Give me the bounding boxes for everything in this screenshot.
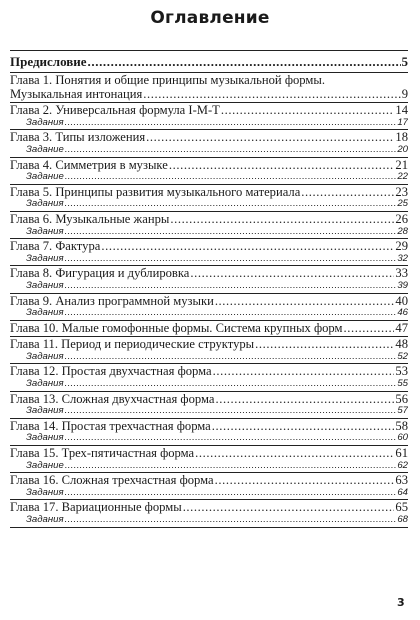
toc-entry-chapter-2[interactable] bbox=[10, 104, 408, 118]
toc-entry-chapter-1[interactable] bbox=[10, 88, 408, 102]
dot-leader bbox=[212, 420, 395, 434]
dot-leader bbox=[65, 515, 397, 526]
toc-subentry-page: 62 bbox=[397, 460, 408, 471]
toc-entry-label: Глава 11. Период и периодические структуры bbox=[10, 338, 255, 352]
toc-entry-page: 65 bbox=[395, 501, 408, 515]
toc-subentry-label: Задание bbox=[26, 172, 64, 183]
dot-leader bbox=[65, 379, 397, 390]
toc-entry-label: Глава 9. Анализ программной музыки bbox=[10, 294, 214, 308]
dot-leader bbox=[215, 295, 395, 309]
toc-subentry-tasks[interactable] bbox=[10, 379, 408, 390]
toc-entry-chapter-4[interactable] bbox=[10, 159, 408, 173]
toc-subentry-tasks[interactable] bbox=[10, 118, 408, 129]
toc-subentry-page: 57 bbox=[397, 406, 408, 417]
toc-entry-page: 9 bbox=[401, 87, 408, 101]
toc-entry-page: 33 bbox=[395, 267, 408, 281]
dot-leader bbox=[190, 267, 394, 281]
dot-leader bbox=[301, 186, 394, 200]
toc-subentry-label: Задания bbox=[26, 308, 64, 319]
dot-leader bbox=[65, 406, 397, 417]
dot-leader bbox=[215, 474, 395, 488]
toc-group-chapter-11 bbox=[10, 337, 408, 364]
toc-subentry-label: Задания bbox=[26, 379, 64, 390]
toc-subentry-tasks[interactable] bbox=[10, 281, 408, 292]
dot-leader bbox=[65, 254, 397, 265]
toc-entry-chapter-7[interactable] bbox=[10, 240, 408, 254]
toc-subentry-page: 68 bbox=[397, 515, 408, 525]
toc-subentry-page: 55 bbox=[397, 379, 408, 390]
toc-entry-label: Глава 14. Простая трехчастная форма bbox=[10, 419, 211, 433]
toc-group-chapter-7 bbox=[10, 239, 408, 266]
toc-subentry-tasks[interactable] bbox=[10, 352, 408, 363]
toc-subentry-label: Задание bbox=[26, 144, 64, 155]
toc-subentry-label: Задания bbox=[26, 226, 64, 237]
toc-entry-label: Глава 16. Сложная трехчастная форма bbox=[10, 474, 214, 488]
toc-entry-page: 56 bbox=[395, 392, 408, 406]
toc-subentry-label: Задания bbox=[26, 280, 64, 291]
toc-entry-page: 5 bbox=[401, 54, 408, 69]
toc-entry-label: Глава 6. Музыкальные жанры bbox=[10, 212, 170, 226]
toc-group-chapter-10 bbox=[10, 321, 408, 338]
toc-entry-chapter-11[interactable] bbox=[10, 338, 408, 352]
toc-subentry-tasks[interactable] bbox=[10, 199, 408, 210]
toc-subentry-label: Задания bbox=[26, 253, 64, 264]
toc-entry-chapter-9[interactable] bbox=[10, 295, 408, 309]
table-of-contents bbox=[10, 50, 408, 528]
toc-entry-chapter-14[interactable] bbox=[10, 420, 408, 434]
toc-group-chapter-15 bbox=[10, 446, 408, 473]
toc-subentry-label: Задания bbox=[26, 199, 64, 210]
toc-entry-chapter-17[interactable] bbox=[10, 501, 408, 515]
dot-leader bbox=[65, 488, 397, 499]
toc-entry-preface[interactable] bbox=[10, 54, 408, 70]
dot-leader bbox=[101, 240, 394, 254]
dot-leader bbox=[65, 145, 397, 156]
toc-entry-page: 14 bbox=[395, 104, 408, 118]
toc-subentry-tasks[interactable] bbox=[10, 308, 408, 319]
toc-entry-label: Музыкальная интонация bbox=[10, 87, 143, 101]
toc-subentry-tasks[interactable] bbox=[10, 488, 408, 499]
toc-subentry-label: Задания bbox=[26, 515, 64, 525]
toc-group-preface bbox=[10, 51, 408, 73]
toc-entry-label: Глава 13. Сложная двухчастная форма bbox=[10, 392, 215, 406]
toc-subentry-label: Задания bbox=[26, 487, 64, 498]
toc-entry-page: 58 bbox=[395, 419, 408, 433]
toc-entry-chapter-12[interactable] bbox=[10, 365, 408, 379]
toc-subentry-page: 52 bbox=[397, 351, 408, 362]
toc-subentry-tasks[interactable] bbox=[10, 254, 408, 265]
toc-group-chapter-6 bbox=[10, 212, 408, 239]
dot-leader bbox=[65, 118, 397, 129]
toc-entry-label: Глава 4. Симметрия в музыке bbox=[10, 158, 168, 172]
dot-leader bbox=[344, 322, 395, 336]
dot-leader bbox=[169, 159, 395, 173]
toc-entry-label: Предисловие bbox=[10, 54, 87, 69]
toc-subentry-page: 46 bbox=[397, 308, 408, 319]
toc-subentry-label: Задание bbox=[26, 460, 64, 471]
toc-subentry-tasks[interactable] bbox=[10, 433, 408, 444]
dot-leader bbox=[65, 172, 397, 183]
toc-subentry-page: 32 bbox=[397, 253, 408, 264]
toc-subentry-page: 17 bbox=[397, 117, 408, 128]
toc-subentry-tasks[interactable] bbox=[10, 227, 408, 238]
toc-group-chapter-9 bbox=[10, 294, 408, 321]
toc-entry-chapter-5[interactable] bbox=[10, 186, 408, 200]
toc-entry-page: 21 bbox=[395, 158, 408, 172]
toc-subentry-page: 22 bbox=[397, 172, 408, 183]
toc-entry-page: 47 bbox=[395, 321, 408, 335]
toc-entry-chapter-3[interactable] bbox=[10, 131, 408, 145]
toc-subentry-page: 60 bbox=[397, 433, 408, 444]
toc-subentry-page: 20 bbox=[397, 144, 408, 155]
toc-subentry-page: 28 bbox=[397, 226, 408, 237]
toc-subentry-tasks[interactable] bbox=[10, 461, 408, 472]
dot-leader bbox=[65, 281, 397, 292]
toc-group-chapter-13 bbox=[10, 392, 408, 419]
dot-leader bbox=[88, 54, 401, 70]
dot-leader bbox=[213, 365, 395, 379]
toc-group-chapter-5 bbox=[10, 185, 408, 212]
dot-leader bbox=[255, 338, 394, 352]
toc-subentry-page: 25 bbox=[397, 199, 408, 210]
toc-entry-page: 18 bbox=[395, 131, 408, 145]
dot-leader bbox=[65, 227, 397, 238]
toc-subentry-page: 64 bbox=[397, 487, 408, 498]
dot-leader bbox=[143, 88, 400, 102]
toc-group-chapter-16 bbox=[10, 473, 408, 500]
toc-entry-chapter-16[interactable] bbox=[10, 474, 408, 488]
toc-entry-page: 26 bbox=[395, 212, 408, 226]
dot-leader bbox=[221, 104, 395, 118]
page-title: Оглавление bbox=[150, 8, 270, 28]
dot-leader bbox=[65, 433, 397, 444]
toc-entry-page: 63 bbox=[395, 474, 408, 488]
toc-entry-label: Глава 12. Простая двухчастная форма bbox=[10, 365, 212, 379]
toc-entry-label-line[interactable]: Глава 1. Понятия и общие принципы музыкальной формы. bbox=[10, 73, 325, 87]
toc-entry-label: Глава 8. Фигурация и дублировка bbox=[10, 267, 190, 281]
toc-entry-chapter-13[interactable] bbox=[10, 393, 408, 407]
toc-entry-chapter-15[interactable] bbox=[10, 447, 408, 461]
toc-group-chapter-8 bbox=[10, 266, 408, 293]
toc-entry-label: Глава 3. Типы изложения bbox=[10, 131, 146, 145]
toc-entry-label: Глава 7. Фактура bbox=[10, 240, 101, 254]
dot-leader bbox=[170, 213, 394, 227]
toc-entry-page: 40 bbox=[395, 294, 408, 308]
toc-entry-page: 29 bbox=[395, 240, 408, 254]
dot-leader bbox=[65, 461, 397, 472]
toc-entry-chapter-10[interactable] bbox=[10, 322, 408, 336]
toc-group-chapter-4 bbox=[10, 158, 408, 185]
toc-subentry-page: 39 bbox=[397, 280, 408, 291]
toc-entry-label: Глава 2. Универсальная формула I-M-T bbox=[10, 104, 220, 118]
toc-entry-chapter-6[interactable] bbox=[10, 213, 408, 227]
toc-entry-label: Глава 10. Малые гомофонные формы. Система крупных форм bbox=[10, 321, 343, 335]
toc-subentry-label: Задания bbox=[26, 433, 64, 444]
page-number: 3 bbox=[397, 596, 405, 609]
toc-entry-page: 53 bbox=[395, 365, 408, 379]
toc-entry-label: Глава 5. Принципы развития музыкального материала bbox=[10, 185, 301, 199]
toc-group-chapter-14 bbox=[10, 419, 408, 446]
toc-group-chapter-17 bbox=[10, 500, 408, 527]
toc-group-chapter-12 bbox=[10, 364, 408, 391]
toc-group-chapter-1 bbox=[10, 73, 408, 103]
toc-group-chapter-3 bbox=[10, 130, 408, 157]
toc-subentry-tasks[interactable] bbox=[10, 515, 408, 526]
toc-subentry-tasks[interactable] bbox=[10, 172, 408, 183]
dot-leader bbox=[65, 308, 397, 319]
toc-entry-label: Глава 17. Вариационные формы bbox=[10, 501, 182, 515]
toc-group-chapter-2 bbox=[10, 103, 408, 130]
toc-subentry-tasks[interactable] bbox=[10, 406, 408, 417]
dot-leader bbox=[183, 501, 395, 515]
toc-entry-page: 61 bbox=[395, 447, 408, 461]
toc-entry-chapter-8[interactable] bbox=[10, 267, 408, 281]
dot-leader bbox=[146, 131, 394, 145]
dot-leader bbox=[65, 199, 397, 210]
toc-subentry-label: Задания bbox=[26, 117, 64, 128]
dot-leader bbox=[215, 393, 394, 407]
toc-subentry-tasks[interactable] bbox=[10, 145, 408, 156]
toc-entry-page: 23 bbox=[395, 185, 408, 199]
toc-entry-label: Глава 15. Трех-пятичастная форма bbox=[10, 447, 195, 461]
toc-entry-page: 48 bbox=[395, 338, 408, 352]
toc-subentry-label: Задания bbox=[26, 351, 64, 362]
dot-leader bbox=[65, 352, 397, 363]
dot-leader bbox=[195, 447, 394, 461]
toc-subentry-label: Задания bbox=[26, 406, 64, 417]
